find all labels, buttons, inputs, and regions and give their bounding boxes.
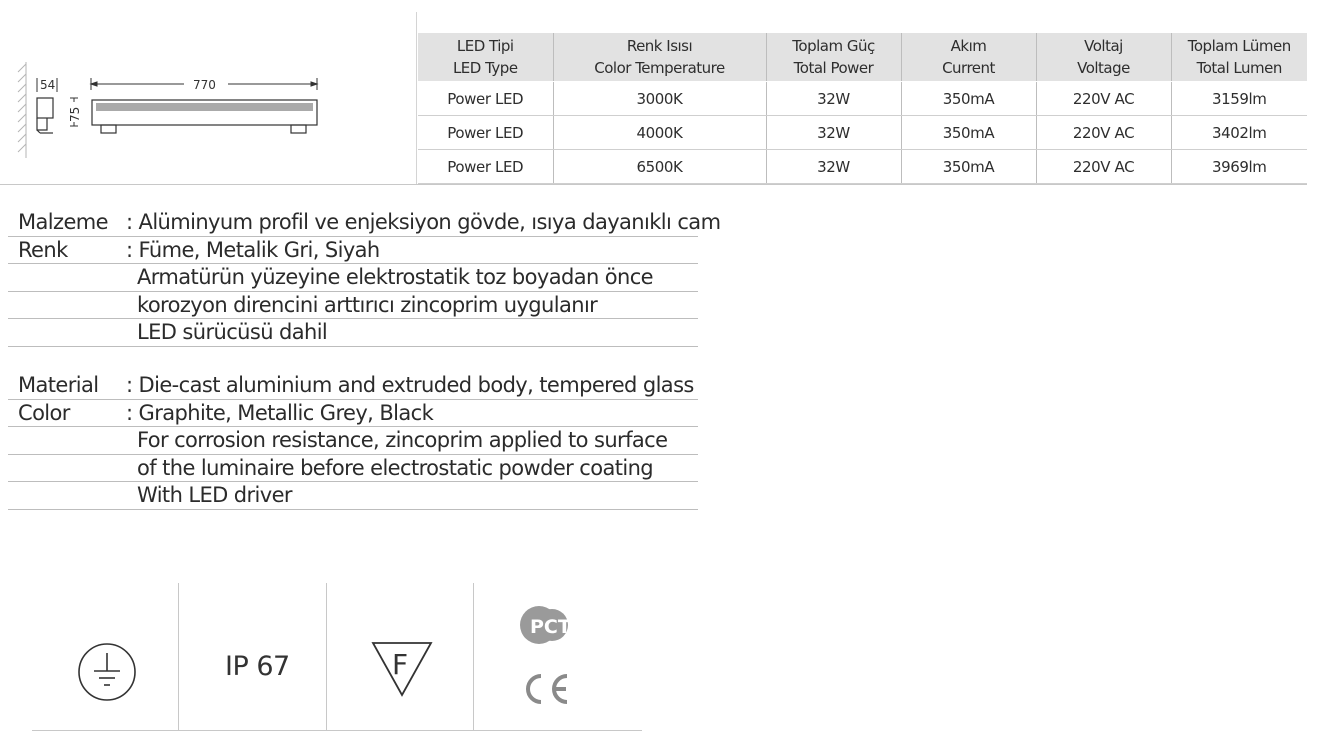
table-row [418, 116, 1307, 150]
property-line [8, 264, 698, 292]
cell-led-type: Power LED [418, 82, 553, 116]
color-label: Color [18, 400, 70, 425]
cell-current: 350mA [901, 150, 1036, 184]
header-voltage: Voltaj Voltage [1036, 33, 1171, 82]
header-color-temperature: Renk Isısı Color Temperature [553, 33, 766, 82]
property-line [8, 209, 721, 237]
cell-current: 350mA [901, 82, 1036, 116]
color-value: : Füme, Metalik Gri, Siyah [126, 237, 380, 262]
property-line [8, 455, 698, 483]
cell-total-lumen: 3969lm [1171, 150, 1307, 184]
svg-text:F: F [392, 648, 409, 681]
dimension-drawing [0, 0, 415, 185]
property-line [8, 400, 698, 428]
cell-total-power: 32W [766, 116, 901, 150]
width-dim-label: 54 [40, 78, 56, 92]
ce-mark-icon [520, 672, 572, 706]
property-line [8, 372, 698, 400]
color-label: Renk [18, 237, 68, 262]
height-dim-label: 75 [68, 106, 82, 122]
f-mark-icon [370, 640, 434, 698]
section-divider [0, 184, 1307, 185]
svg-text:PCT: PCT [530, 616, 571, 638]
note-line: Armatürün yüzeyine elektrostatik toz boyadan önce [137, 265, 653, 289]
material-label: Material [18, 373, 99, 397]
cell-total-power: 32W [766, 150, 901, 184]
cell-voltage: 220V AC [1036, 82, 1171, 116]
table-header-row [418, 33, 1307, 82]
certification-icons [32, 583, 642, 731]
header-total-lumen: Toplam Lümen Total Lumen [1171, 33, 1307, 82]
properties-english [8, 372, 698, 510]
cell-total-lumen: 3402lm [1171, 116, 1307, 150]
cell-voltage: 220V AC [1036, 116, 1171, 150]
note-line: For corrosion resistance, zincoprim applied to surface [137, 428, 668, 452]
luminaire-front-view [92, 100, 317, 133]
cell-current: 350mA [901, 116, 1036, 150]
side-profile [37, 98, 53, 133]
header-total-power: Toplam Güç Total Power [766, 33, 901, 82]
cell-total-lumen: 3159lm [1171, 82, 1307, 116]
table-row [418, 150, 1307, 184]
drawing-divider [416, 12, 417, 184]
material-value: : Alüminyum profil ve enjeksiyon gövde, ısıya dayanıklı cam [126, 210, 721, 234]
earth-ground-icon [76, 641, 138, 703]
note-line: korozyon direncini arttırıcı zincoprim uygulanır [137, 292, 598, 317]
note-line: of the luminaire before electrostatic powder coating [137, 455, 654, 480]
properties-turkish [8, 209, 721, 347]
header-current: Akım Current [901, 33, 1036, 82]
material-label: Malzeme [18, 210, 108, 234]
note-line: LED sürücüsü dahil [137, 320, 328, 344]
note-line: With LED driver [137, 483, 292, 507]
cell-led-type: Power LED [418, 116, 553, 150]
icon-divider [326, 583, 327, 730]
spec-table [418, 33, 1307, 184]
cell-color-temperature: 3000K [553, 82, 766, 116]
cell-color-temperature: 4000K [553, 116, 766, 150]
cell-total-power: 32W [766, 82, 901, 116]
property-line [8, 319, 698, 347]
table-row [418, 82, 1307, 116]
property-line [8, 482, 698, 510]
property-line [8, 237, 698, 265]
icon-divider [473, 583, 474, 730]
cell-voltage: 220V AC [1036, 150, 1171, 184]
property-line [8, 292, 698, 320]
length-dim-label: 770 [193, 78, 216, 92]
ip-rating: IP 67 [225, 651, 290, 682]
color-value: : Graphite, Metallic Grey, Black [126, 400, 434, 425]
wall-hatch [18, 62, 26, 158]
header-led-type: LED Tipi LED Type [418, 33, 553, 82]
cell-color-temperature: 6500K [553, 150, 766, 184]
material-value: : Die-cast aluminium and extruded body, tempered glass [126, 373, 694, 397]
cell-led-type: Power LED [418, 150, 553, 184]
product-drawing [0, 0, 415, 185]
icon-divider [178, 583, 179, 730]
property-line [8, 427, 698, 455]
pct-mark-icon [518, 602, 576, 648]
